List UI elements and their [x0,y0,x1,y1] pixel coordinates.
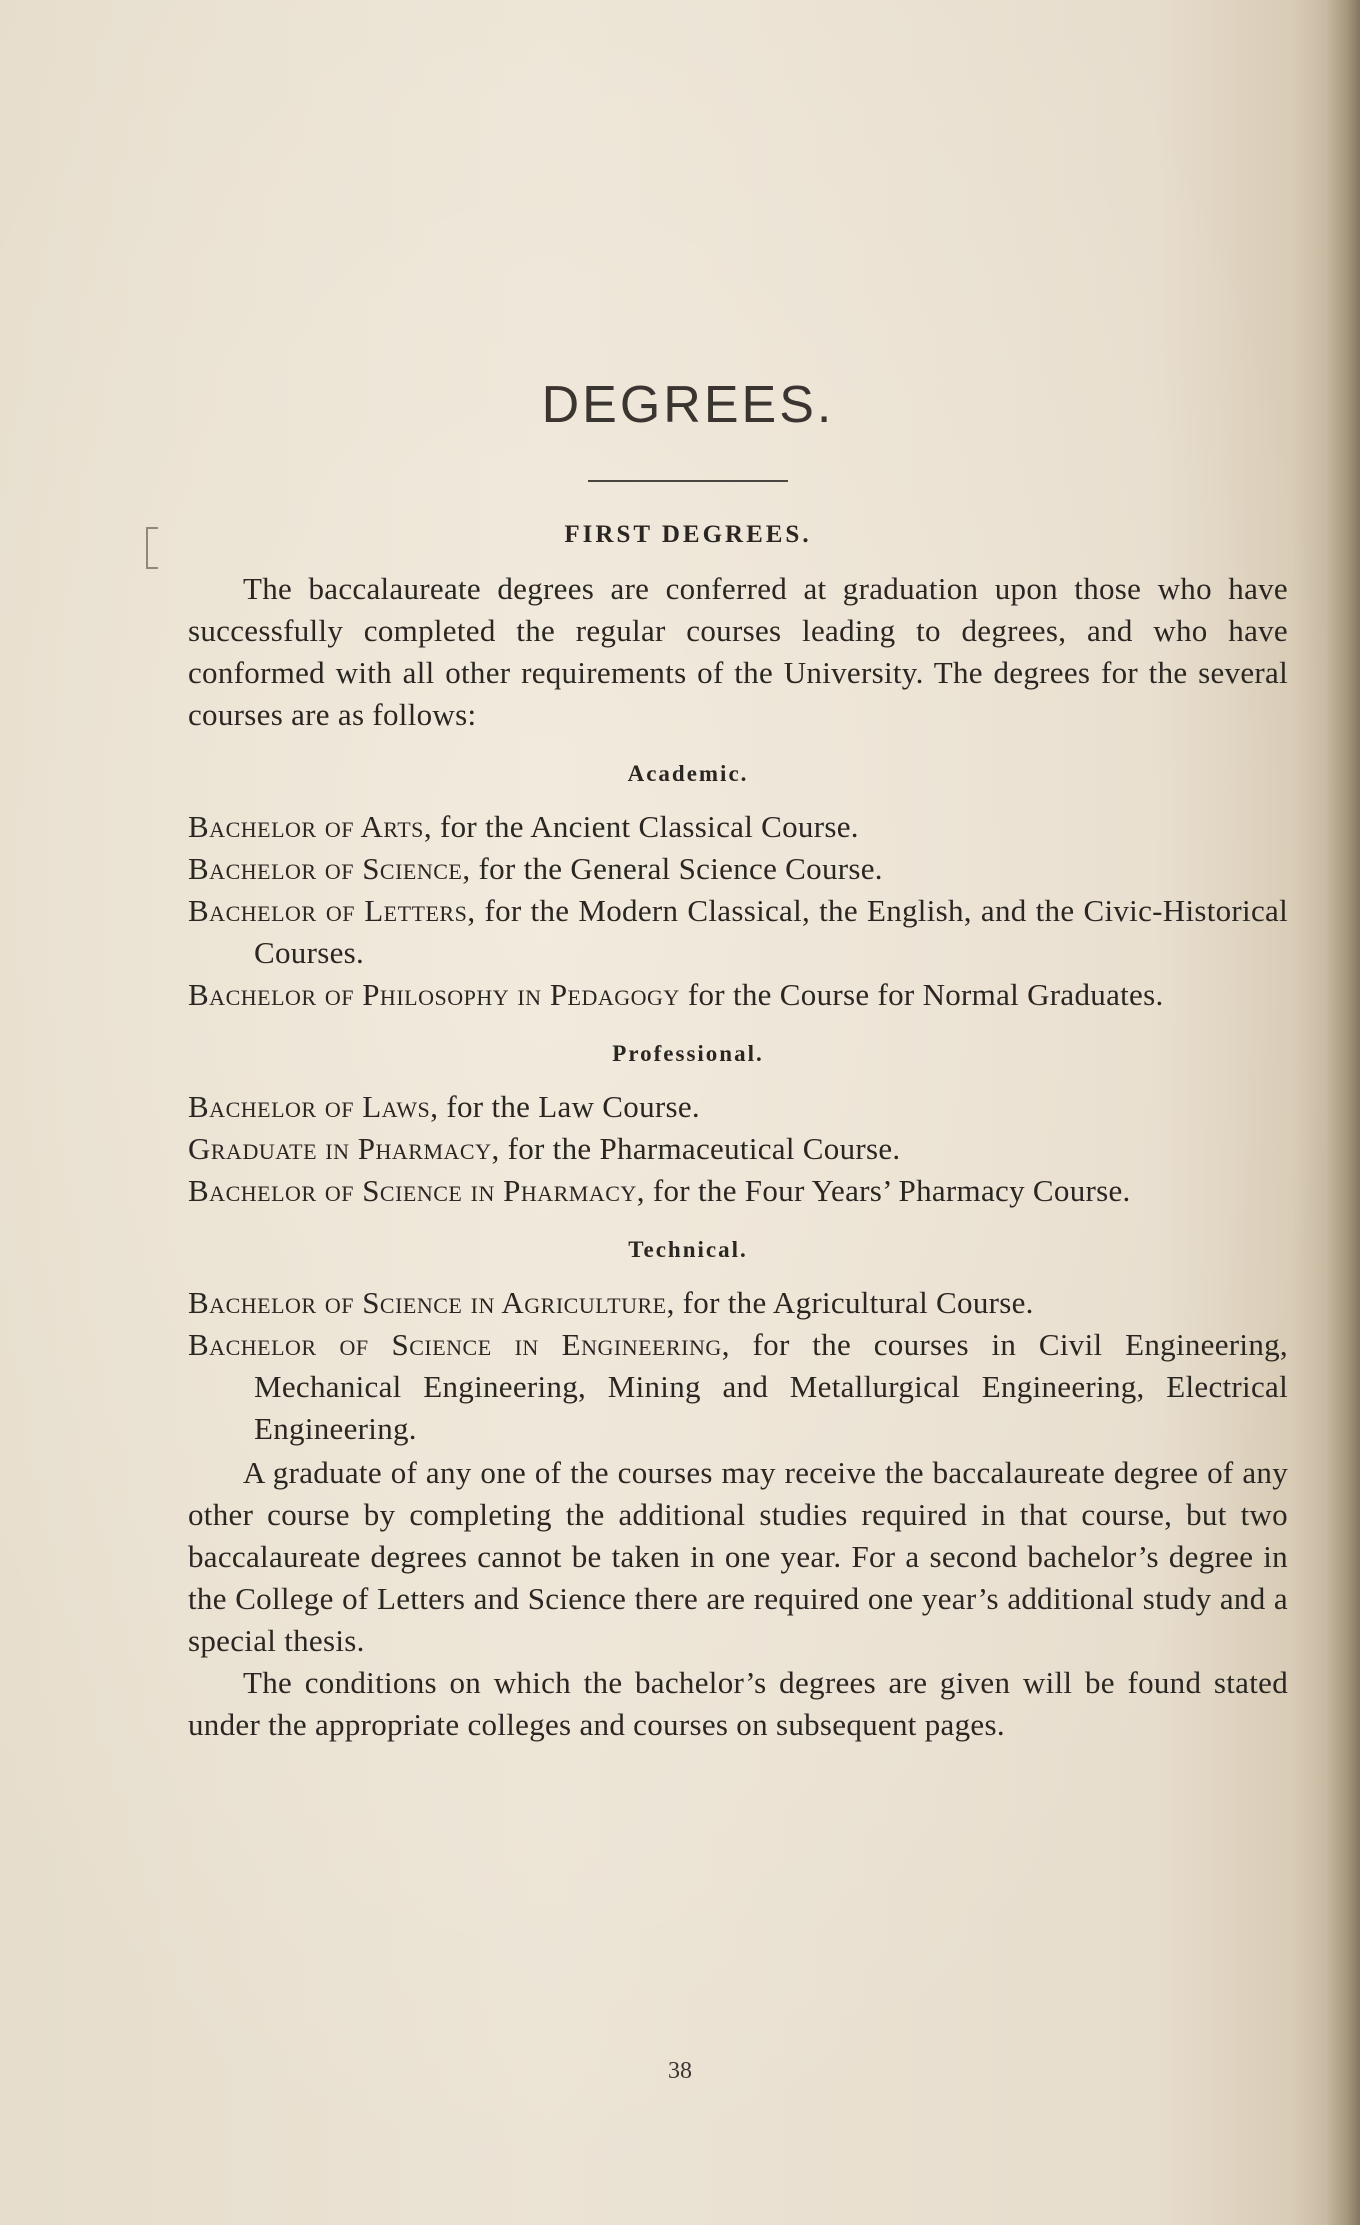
intro-paragraph: The baccalaureate degrees are conferred at graduation upon those who have successfully completed the regular courses leading to degrees, and who have conformed with all other requirements of the University. The degrees for the several courses are as follows: [188,571,1288,732]
degree-description: , for the Four Years’ Pharmacy Course. [636,1173,1131,1208]
degree-entry [188,1128,1288,1170]
page-number: 38 [668,2058,692,2084]
degree-entry [188,1170,1288,1212]
section-heading: FIRST DEGREES. [564,521,812,548]
degree-name: Bachelor of Science [188,851,463,886]
degree-name: Bachelor of Laws [188,1089,431,1124]
degree-description: , for the Pharmaceutical Course. [491,1131,901,1166]
degree-group-technical [188,1234,1288,1450]
degree-description: for the Course for Normal Graduates. [679,977,1164,1012]
degree-entry [188,1086,1288,1128]
title-rule [588,480,788,482]
degree-name: Bachelor of Science in Pharmacy [188,1173,637,1208]
page-content [188,370,1288,1746]
degree-entry [188,1324,1288,1450]
group-heading-professional: Professional. [612,1041,764,1066]
closing-paragraph: The conditions on which the bachelor’s degrees are given will be found stated under the appropriate colleges and courses on subsequent pages. [188,1665,1288,1742]
degree-entry [188,806,1288,848]
degree-group-professional [188,1038,1288,1212]
group-heading-academic: Academic. [627,761,749,786]
degree-group-academic [188,758,1288,1016]
degree-name: Graduate in Pharmacy [188,1131,492,1166]
degree-description: , for the Modern Classical, the English, and the Civic-Historical Courses. [254,893,1288,970]
degree-name: Bachelor of Science in Agriculture [188,1285,667,1320]
degree-name: Bachelor of Letters [188,893,468,928]
degree-entry [188,890,1288,974]
page-edge-shadow [1326,0,1360,2225]
degree-name: Bachelor of Science in Engineering [188,1327,722,1362]
group-heading-technical: Technical. [628,1237,748,1262]
degree-entry [188,1282,1288,1324]
degree-description: , for the Ancient Classical Course. [423,809,859,844]
degree-description: , for the Law Course. [430,1089,700,1124]
degree-entry [188,848,1288,890]
degree-name: Bachelor of Arts [188,809,424,844]
degree-name: Bachelor of Philosophy in Pedagogy [188,977,680,1012]
page-title: DEGREES. [541,376,835,434]
degree-entry [188,974,1288,1016]
degree-description: , for the Agricultural Course. [666,1285,1034,1320]
degree-description: , for the courses in Civil Engineering, Mechanical Engineering, Mining and Metallurgical Engineering, Electrical Engineering. [254,1327,1288,1446]
closing-paragraph: A graduate of any one of the courses may receive the baccalaureate degree of any other course by completing the additional studies required in that course, but two baccalaureate degrees cannot be taken in one year. For a second bachelor’s degree in the College of Letters and Science there are required one year’s additional study and a special thesis. [188,1455,1288,1658]
degree-description: , for the General Science Course. [462,851,883,886]
